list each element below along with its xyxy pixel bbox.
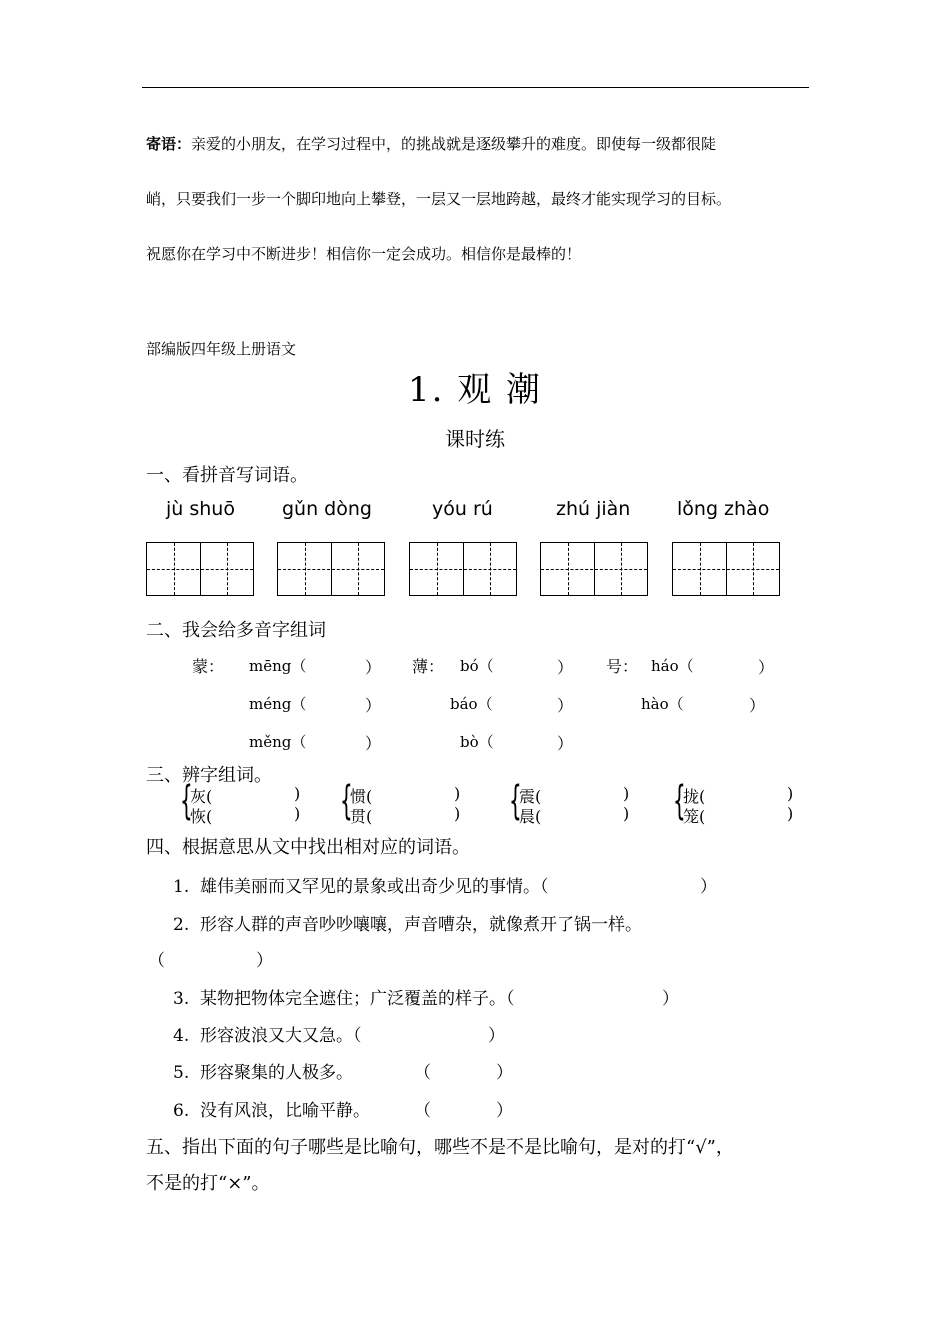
char-pair-1: { 灰( 恢( ) ) xyxy=(180,778,301,826)
answer-open-6: （ xyxy=(414,1101,431,1121)
message-label: 寄语： xyxy=(146,135,192,153)
pinyin-4: zhú jiàn xyxy=(556,498,631,520)
poly-reading: hào（ xyxy=(641,695,684,713)
poly-char-bao: 薄： xyxy=(412,657,445,676)
char-pair-2: { 惯( 贯( ) ) xyxy=(340,778,461,826)
message-line-1: 寄语：亲爱的小朋友，在学习过程中，的挑战就是逐级攀升的难度。即使每一级都很陡 xyxy=(146,135,717,153)
section5-heading: 五、指出下面的句子哪些是比喻句，哪些不是不是比喻句，是对的打“√”， xyxy=(146,1137,734,1158)
writing-box-2[interactable] xyxy=(277,542,385,596)
pinyin-3: yóu rú xyxy=(432,498,493,520)
page-subtitle: 课时练 xyxy=(445,427,505,451)
definition-item-6: 6. 没有风浪，比喻平静。 xyxy=(173,1101,371,1121)
definition-item-3: 3. 某物把物体完全遮住；广泛覆盖的样子。（ xyxy=(173,989,515,1009)
definition-item-1: 1. 雄伟美丽而又罕见的景象或出奇少见的事情。（ xyxy=(173,877,549,897)
poly-reading: méng（ xyxy=(249,695,307,713)
writing-box-5[interactable] xyxy=(672,542,780,596)
poly-char-meng: 蒙： xyxy=(192,657,225,676)
poly-reading: háo（ xyxy=(651,657,694,675)
answer-open-5: （ xyxy=(414,1063,431,1083)
brace-icon: { xyxy=(340,778,353,824)
poly-reading: mēng（ xyxy=(249,657,307,675)
brace-icon: { xyxy=(509,778,522,824)
answer-close-6: ） xyxy=(496,1101,513,1121)
definition-item-2: 2. 形容人群的声音吵吵嚷嚷，声音嘈杂，就像煮开了锅一样。 xyxy=(173,915,643,935)
header-rule xyxy=(142,87,809,88)
answer-close-3: ） xyxy=(662,989,679,1009)
poly-reading: bò（ xyxy=(460,733,494,751)
poly-close: ） xyxy=(557,658,574,677)
char-pair-3: { 震( 晨( ) ) xyxy=(509,778,630,826)
poly-reading: bó（ xyxy=(460,657,494,675)
writing-box-4[interactable] xyxy=(540,542,648,596)
answer-open-2: （ xyxy=(148,951,165,971)
writing-box-1[interactable] xyxy=(146,542,254,596)
section5-heading-cont: 不是的打“×”。 xyxy=(146,1173,270,1194)
message-line-2: 峭，只要我们一步一个脚印地向上攀登，一层又一层地跨越，最终才能实现学习的目标。 xyxy=(146,190,732,208)
poly-reading: měng（ xyxy=(249,733,307,751)
poly-close: ） xyxy=(758,658,775,677)
brace-icon: { xyxy=(673,778,686,824)
poly-reading: báo（ xyxy=(450,695,493,713)
message-line-3: 祝愿你在学习中不断进步！相信你一定会成功。相信你是最棒的！ xyxy=(146,245,582,263)
pinyin-1: jù shuō xyxy=(166,498,235,520)
definition-item-5: 5. 形容聚集的人极多。 xyxy=(173,1063,354,1083)
poly-close: ） xyxy=(557,734,574,753)
poly-close: ） xyxy=(365,696,382,715)
poly-close: ） xyxy=(365,734,382,753)
subject-label: 部编版四年级上册语文 xyxy=(146,340,297,358)
section3-heading: 三、辨字组词。 xyxy=(146,765,272,786)
section4-heading: 四、根据意思从文中找出相对应的词语。 xyxy=(146,837,470,858)
section2-heading: 二、我会给多音字组词 xyxy=(146,620,326,641)
char-pair-4: { 拢( 笼( ) ) xyxy=(673,778,794,826)
answer-close-5: ） xyxy=(496,1063,513,1083)
page-title: 1. 观 潮 xyxy=(407,370,543,410)
poly-close: ） xyxy=(365,658,382,677)
pinyin-5: lǒng zhào xyxy=(677,498,770,520)
definition-item-4: 4. 形容波浪又大又急。（ xyxy=(173,1026,362,1046)
brace-icon: { xyxy=(180,778,193,824)
poly-close: ） xyxy=(749,696,766,715)
poly-close: ） xyxy=(557,696,574,715)
pinyin-2: gǔn dòng xyxy=(282,498,372,520)
answer-close-1: ） xyxy=(700,877,717,897)
section1-heading: 一、看拼音写词语。 xyxy=(146,465,308,486)
writing-box-3[interactable] xyxy=(409,542,517,596)
answer-close-4: ） xyxy=(488,1026,505,1046)
poly-char-hao: 号： xyxy=(606,657,639,676)
answer-close-2: ） xyxy=(256,951,273,971)
